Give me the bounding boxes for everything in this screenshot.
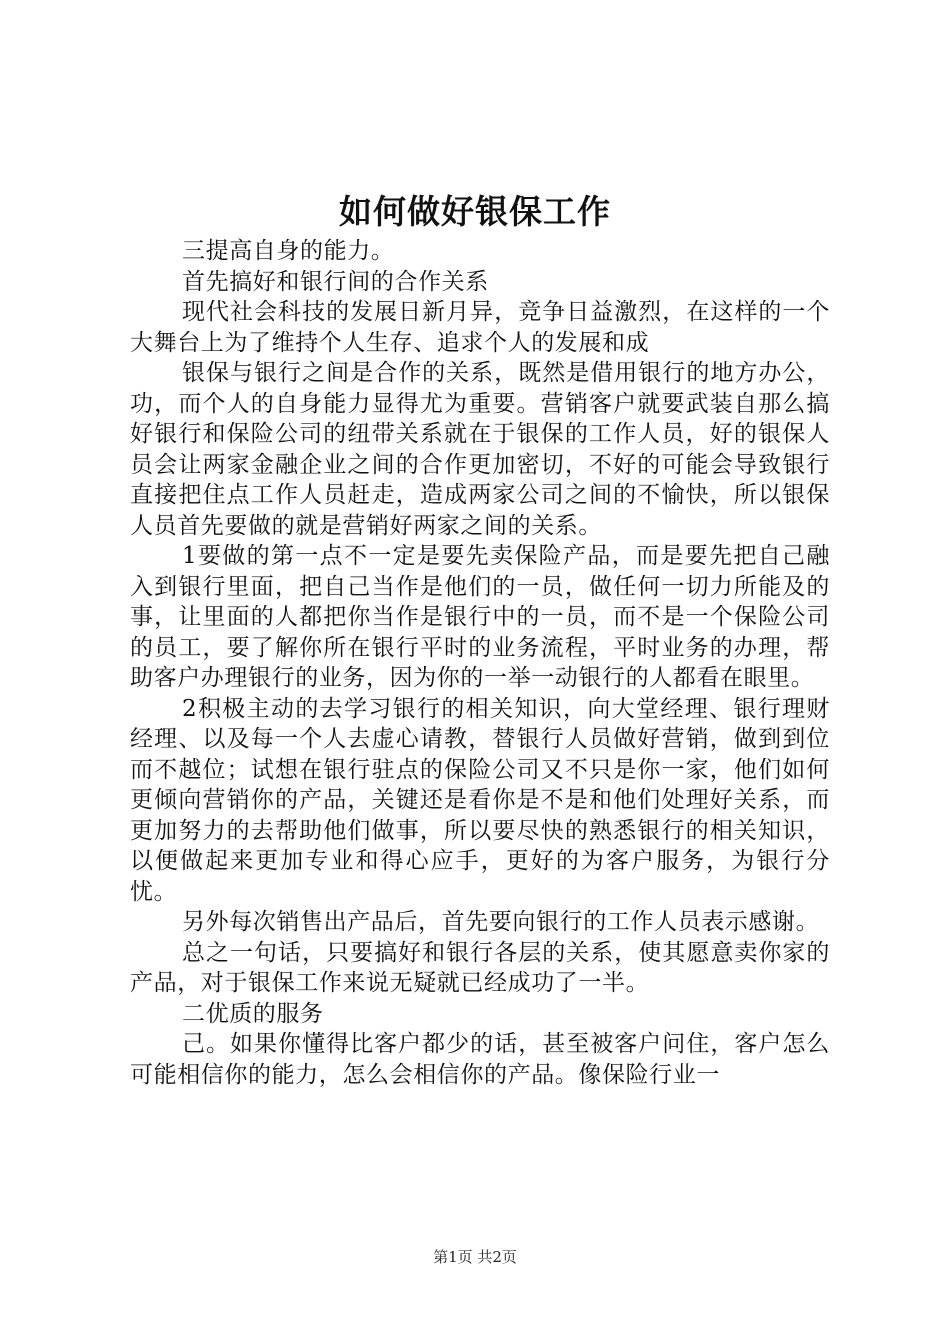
paragraph: 己。如果你懂得比客户都少的话，甚至被客户问住，客户怎么可能相信你的能力，怎么会相信你的产品。像保险行业一 <box>130 1031 830 1088</box>
paragraph: 2积极主动的去学习银行的相关知识，向大堂经理、银行理财经理、以及每一个人去虚心请教，替银行人员做好营销，做到到位而不越位；试想在银行驻点的保险公司又不只是你一家，他们如何更倾向营销你的产品，关键还是看你是不是和他们处理好关系，而更加努力的去帮助他们做事，所以要尽快的熟悉银行的相关知识，以便做起来更加专业和得心应手，更好的为客户服务，为银行分忧。 <box>130 695 830 905</box>
paragraph: 总之一句话，只要搞好和银行各层的关系，使其愿意卖你家的产品，对于银保工作来说无疑就已经成功了一半。 <box>130 939 830 996</box>
paragraph: 现代社会科技的发展日新月异，竞争日益激烈，在这样的一个大舞台上为了维持个人生存、追求个人的发展和成 <box>130 299 830 356</box>
paragraph: 1要做的第一点不一定是要先卖保险产品，而是要先把自己融入到银行里面，把自己当作是他们的一员，做任何一切力所能及的事，让里面的人都把你当作是银行中的一员，而不是一个保险公司的员工，要了解你所在银行平时的业务流程，平时业务的办理，帮助客户办理银行的业务，因为你的一举一动银行的人都看在眼里。 <box>130 543 830 691</box>
paragraph: 另外每次销售出产品后，首先要向银行的工作人员表示感谢。 <box>182 909 820 935</box>
document-title: 如何做好银保工作 <box>339 192 611 231</box>
paragraph: 三提高自身的能力。 <box>182 238 395 264</box>
paragraph: 首先搞好和银行间的合作关系 <box>182 268 489 295</box>
paragraph: 二优质的服务 <box>182 1000 324 1027</box>
page-footer <box>0 1246 950 1267</box>
paragraph: 银保与银行之间是合作的关系，既然是借用银行的地方办公，功，而个人的自身能力显得尤为重要。营销客户就要武装自那么搞好银行和保险公司的纽带关系就在于银保的工作人员，好的银保人员会让两家金融企业之间的合作更加密切，不好的可能会导致银行直接把住点工作人员赶走，造成两家公司之间的不愉快，所以银保人员首先要做的就是营销好两家之间的关系。 <box>130 360 830 539</box>
page-number: 第1页 共2页 <box>433 1248 517 1266</box>
document-body <box>130 236 830 1090</box>
